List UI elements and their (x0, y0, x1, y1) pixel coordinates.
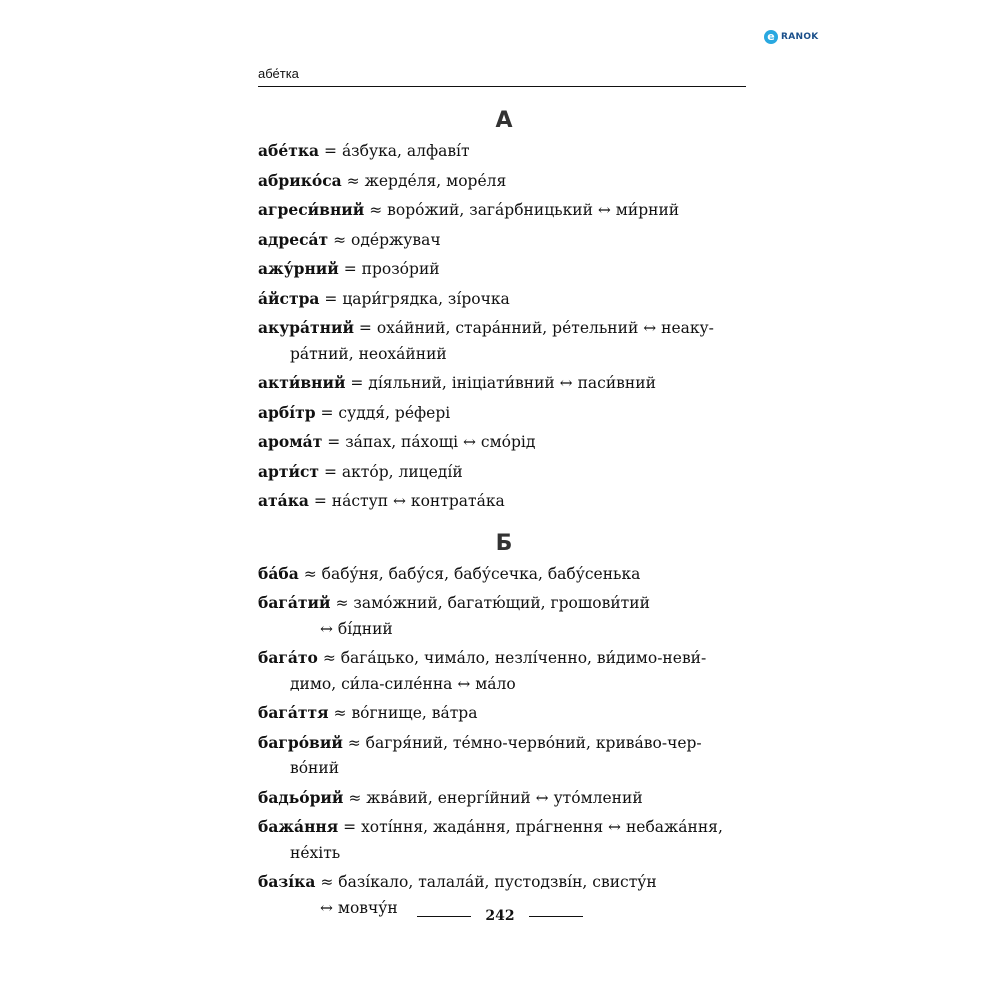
section-letter-a: А (495, 108, 513, 133)
definition: ≈ багря́ний, те́мно-черво́ний, крива́во-чер- (347, 733, 702, 752)
definition: ≈ базі́кало, талала́й, пустодзві́н, свисту́н (320, 873, 657, 891)
entry-bahattia (258, 700, 750, 727)
running-head: абе́тка (258, 66, 299, 81)
entry-badorii (258, 785, 750, 812)
headword: акура́тний (258, 318, 354, 337)
headword: адреса́т (258, 229, 329, 249)
definition: ≈ бабу́ня, бабу́ся, бабу́сечка, бабу́сенька (303, 564, 641, 583)
definition: ≈ во́гнище, ва́тра (333, 704, 478, 722)
definition: ≈ бага́цько, чима́ло, незлі́ченно, ви́димо-неви́- (322, 649, 707, 667)
entry-ataka (258, 488, 750, 515)
headword: арбі́тр (258, 402, 316, 422)
entry-akuratnyi (258, 315, 750, 367)
entry-bazhannia (258, 814, 750, 866)
definition: ≈ замо́жний, багатю́щий, грошови́тий (335, 594, 650, 612)
definition: = а́збука, алфаві́т (324, 142, 470, 160)
definition: = суддя́, ре́фері (320, 403, 451, 422)
entry-bahrovyi (258, 730, 750, 782)
section-letter-b: Б (495, 530, 513, 556)
entry-ahresyvnyi (258, 197, 750, 224)
headword: ба́ба (258, 563, 299, 583)
entry-aistra (258, 286, 750, 313)
logo-text: RANOK (781, 32, 819, 42)
page-footer (0, 908, 1000, 924)
headword: агреси́вний (258, 200, 365, 219)
definition: = акто́р, лицеді́й (323, 462, 463, 481)
definition: = хоті́ння, жада́ння, пра́гнення ↔ небажа́ння, (343, 818, 723, 836)
headword: бадьо́рий (258, 787, 344, 807)
entry-baba (258, 561, 750, 588)
definition: = оха́йний, стара́нний, ре́тельний ↔ неаку- (358, 319, 714, 337)
headword: базі́ка (258, 872, 316, 891)
entry-adresat (258, 227, 750, 254)
headword: абе́тка (258, 141, 320, 160)
headword: арома́т (258, 432, 323, 451)
headword: багро́вий (258, 732, 343, 752)
definition: = прозо́рий (343, 260, 440, 278)
definition-continuation: ↔ мовчу́н (320, 898, 398, 917)
headword: бага́ття (258, 703, 329, 722)
footer-rule-left (417, 916, 471, 917)
entry-aromat (258, 429, 750, 456)
publisher-logo (764, 30, 819, 44)
definition-continuation: ↔ бі́дний (320, 619, 393, 638)
definition: = на́ступ ↔ контрата́ка (313, 492, 505, 510)
definition: ≈ воро́жий, зага́рбницький ↔ ми́рний (369, 201, 680, 219)
header-rule (258, 86, 746, 87)
footer-rule-right (529, 916, 583, 917)
entry-abetka (258, 138, 750, 165)
definition-continuation: не́хіть (290, 843, 341, 862)
headword: бага́то (258, 648, 318, 667)
definition: = ді́яльний, ініціати́вний ↔ паси́вний (350, 374, 656, 392)
headword: бага́тий (258, 593, 331, 612)
headword: ата́ка (258, 491, 309, 510)
definition-continuation: ра́тний, неоха́йний (290, 344, 447, 363)
page-number: 242 (485, 908, 515, 924)
definition: ≈ оде́ржувач (333, 230, 441, 249)
entry-abrykosa (258, 168, 750, 195)
dictionary-content (258, 104, 750, 924)
entry-artyst (258, 459, 750, 486)
definition-continuation: во́ний (290, 759, 340, 777)
definition: = цари́грядка, зі́рочка (324, 289, 510, 308)
entry-arbitr (258, 400, 750, 427)
definition: ≈ жва́вий, енергі́йний ↔ уто́млений (348, 788, 643, 807)
headword: акти́вний (258, 373, 346, 392)
definition: ≈ жерде́ля, море́ля (346, 171, 507, 190)
definition-continuation: димо, си́ла-силе́нна ↔ ма́ло (290, 674, 516, 693)
definition: = за́пах, па́хощі ↔ смо́рід (327, 433, 536, 451)
entry-azhurnyi (258, 256, 750, 283)
entry-bahatyi (258, 590, 750, 642)
headword: ажу́рний (258, 259, 339, 278)
entry-bahato (258, 645, 750, 697)
logo-e-icon: e (764, 30, 778, 44)
headword: абрико́са (258, 170, 342, 190)
headword: бажа́ння (258, 817, 339, 836)
headword: арти́ст (258, 461, 320, 481)
entry-aktyvnyi (258, 370, 750, 397)
headword: а́йстра (258, 288, 320, 308)
